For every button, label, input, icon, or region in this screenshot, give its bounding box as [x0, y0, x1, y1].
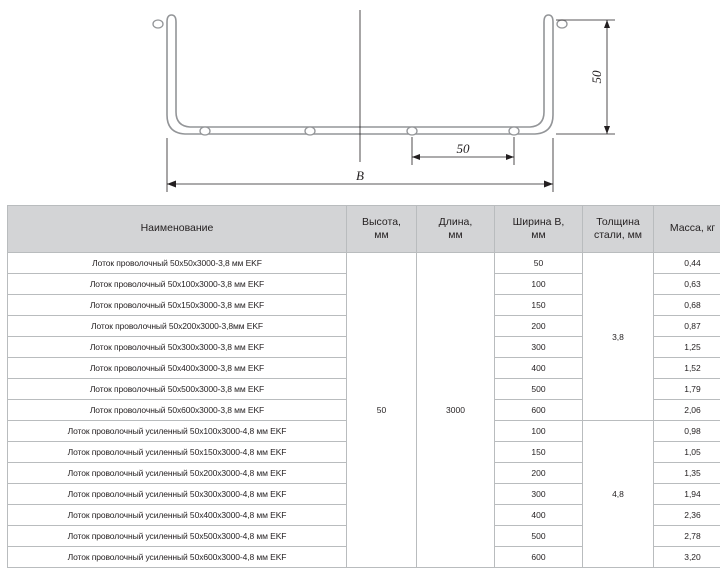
cell-name: Лоток проволочный усиленный 50x400x3000-4,8 мм EKF	[8, 505, 347, 526]
header-name: Наименование	[8, 206, 347, 253]
cell-name: Лоток проволочный 50x100x3000-3,8 мм EKF	[8, 274, 347, 295]
cell-name: Лоток проволочный 50x600x3000-3,8 мм EKF	[8, 400, 347, 421]
cell-width: 100	[495, 421, 583, 442]
cell-name: Лоток проволочный усиленный 50x150x3000-4,8 мм EKF	[8, 442, 347, 463]
cell-name: Лоток проволочный 50x50x3000-3,8 мм EKF	[8, 253, 347, 274]
height-dimension-label: 50	[589, 70, 604, 84]
cell-mass: 1,52	[654, 358, 720, 379]
specifications-table	[7, 205, 720, 568]
product-drawing	[0, 0, 720, 205]
cell-mass: 0,98	[654, 421, 720, 442]
cell-name: Лоток проволочный усиленный 50x300x3000-4,8 мм EKF	[8, 484, 347, 505]
cell-width: 400	[495, 358, 583, 379]
cell-mass: 1,35	[654, 463, 720, 484]
cell-length-all: 3000	[417, 253, 495, 568]
cell-mass: 2,06	[654, 400, 720, 421]
cell-mass: 0,87	[654, 316, 720, 337]
cell-mass: 2,78	[654, 526, 720, 547]
cell-mass: 1,94	[654, 484, 720, 505]
header-mass: Масса, кг	[654, 206, 720, 253]
cell-name: Лоток проволочный 50x500x3000-3,8 мм EKF	[8, 379, 347, 400]
cell-width: 500	[495, 526, 583, 547]
cell-name: Лоток проволочный 50x400x3000-3,8 мм EKF	[8, 358, 347, 379]
cell-mass: 2,36	[654, 505, 720, 526]
cell-width: 600	[495, 400, 583, 421]
cell-width: 50	[495, 253, 583, 274]
cell-name: Лоток проволочный 50x300x3000-3,8 мм EKF	[8, 337, 347, 358]
pitch-dimension-label: 50	[456, 141, 470, 156]
cell-width: 600	[495, 547, 583, 568]
cell-width: 150	[495, 442, 583, 463]
cell-name: Лоток проволочный усиленный 50x500x3000-4,8 мм EKF	[8, 526, 347, 547]
cell-width: 300	[495, 484, 583, 505]
cell-mass: 1,25	[654, 337, 720, 358]
cell-mass: 0,44	[654, 253, 720, 274]
cell-mass: 1,79	[654, 379, 720, 400]
cell-width: 200	[495, 463, 583, 484]
cell-mass: 0,68	[654, 295, 720, 316]
cell-name: Лоток проволочный усиленный 50x600x3000-4,8 мм EKF	[8, 547, 347, 568]
table-header-row	[8, 206, 720, 253]
cell-mass: 3,20	[654, 547, 720, 568]
width-dimension-label: B	[356, 168, 364, 183]
header-length: Длина, мм	[417, 206, 495, 253]
header-thickness: Толщина стали, мм	[583, 206, 654, 253]
cell-thickness-group-1: 3,8	[583, 253, 654, 421]
cell-width: 400	[495, 505, 583, 526]
cell-width: 500	[495, 379, 583, 400]
cell-width: 200	[495, 316, 583, 337]
cell-mass: 0,63	[654, 274, 720, 295]
header-width: Ширина B, мм	[495, 206, 583, 253]
cell-height-all: 50	[347, 253, 417, 568]
cell-name: Лоток проволочный усиленный 50x100x3000-4,8 мм EKF	[8, 421, 347, 442]
cell-name: Лоток проволочный 50x150x3000-3,8 мм EKF	[8, 295, 347, 316]
cell-width: 100	[495, 274, 583, 295]
table-body	[8, 253, 720, 568]
cell-name: Лоток проволочный усиленный 50x200x3000-4,8 мм EKF	[8, 463, 347, 484]
header-height: Высота, мм	[347, 206, 417, 253]
cell-width: 300	[495, 337, 583, 358]
table-row	[8, 253, 720, 274]
cell-thickness-group-2: 4,8	[583, 421, 654, 568]
cell-width: 150	[495, 295, 583, 316]
cell-name: Лоток проволочный 50x200x3000-3,8мм EKF	[8, 316, 347, 337]
cell-mass: 1,05	[654, 442, 720, 463]
